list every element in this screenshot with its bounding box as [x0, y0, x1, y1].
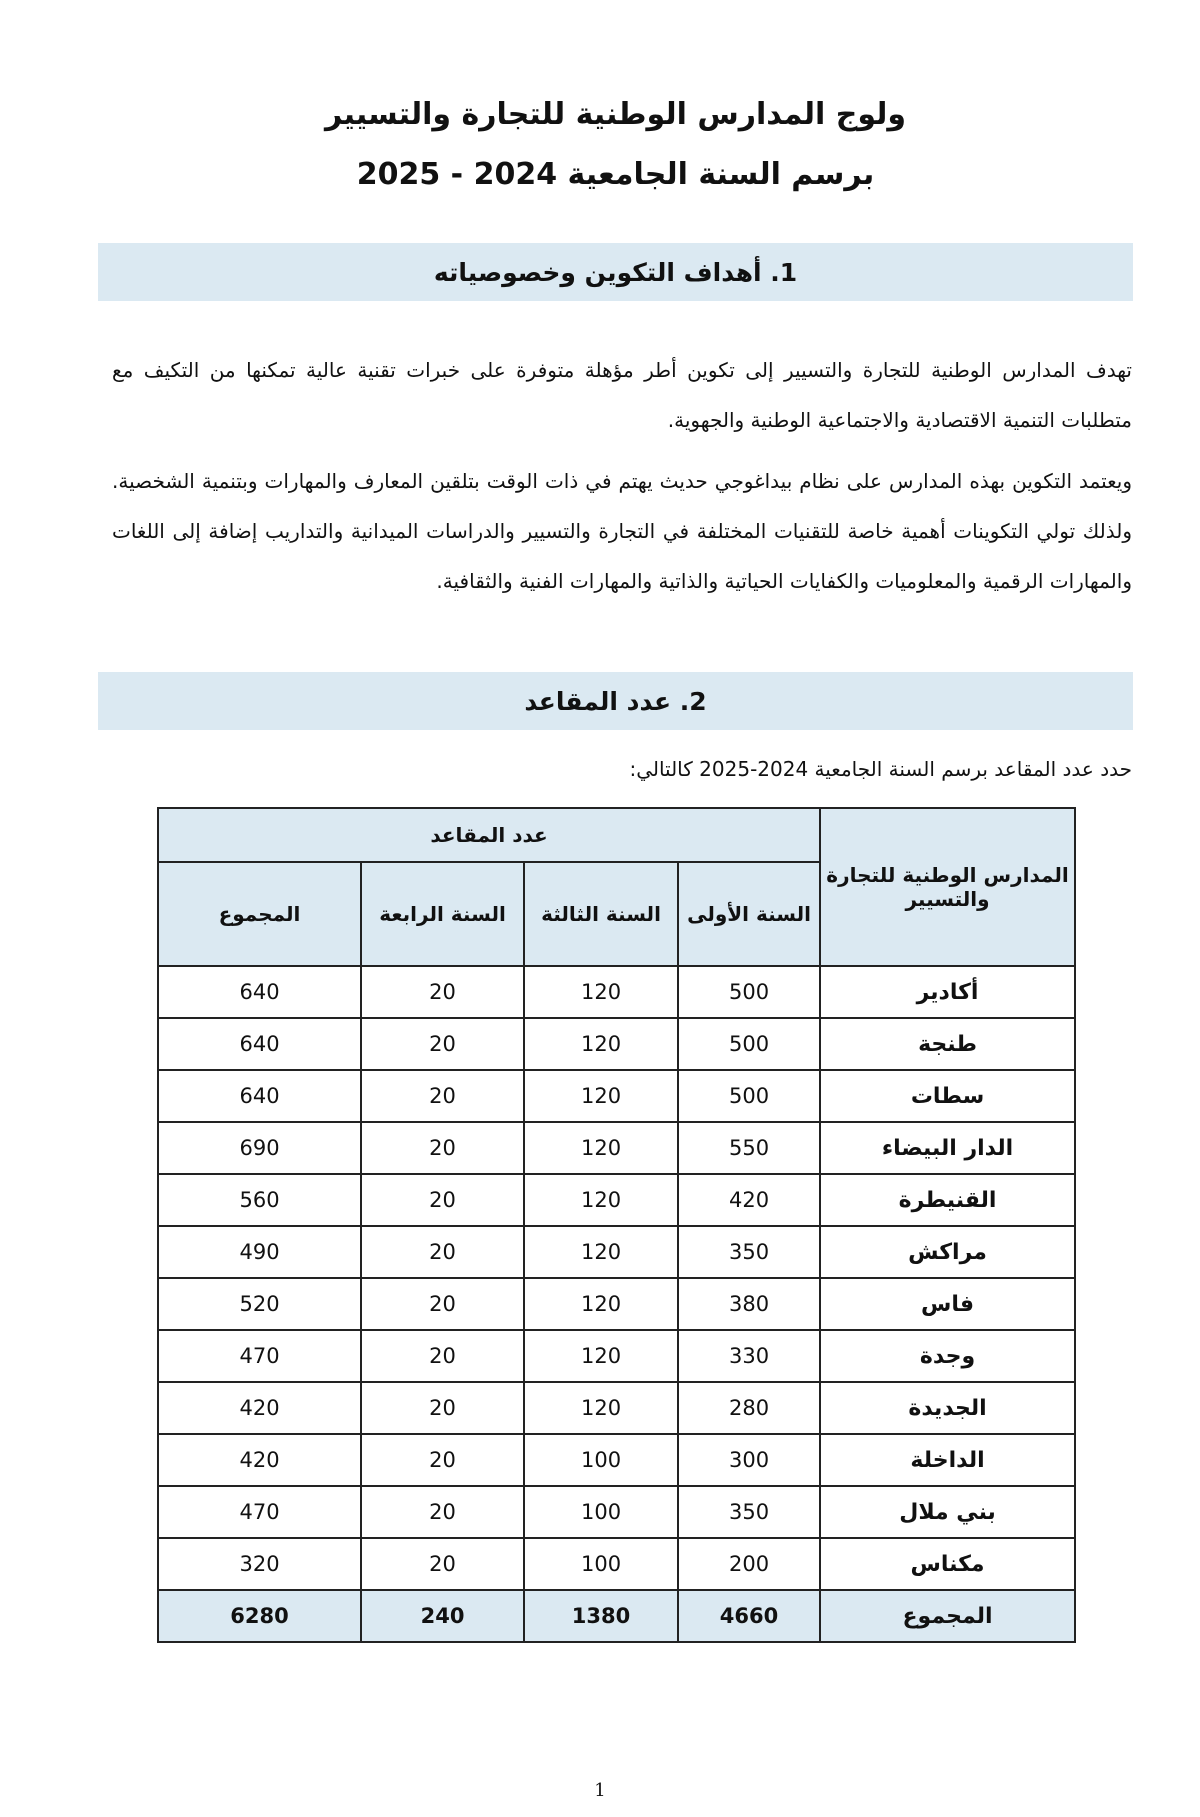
school-name: طنجة	[820, 1018, 1075, 1070]
grand-total-seats: 6280	[158, 1590, 361, 1642]
school-name: مكناس	[820, 1538, 1075, 1590]
total-seats: 640	[158, 966, 361, 1018]
table-row	[158, 1174, 1075, 1226]
table-row	[158, 1330, 1075, 1382]
year4-seats: 20	[361, 1330, 524, 1382]
year4-seats: 20	[361, 1278, 524, 1330]
year1-seats: 200	[678, 1538, 820, 1590]
school-name: الجديدة	[820, 1382, 1075, 1434]
page-subtitle: برسم السنة الجامعية 2024 - 2025	[356, 157, 875, 192]
section-heading-objectives	[98, 243, 1133, 301]
year4-seats: 20	[361, 1382, 524, 1434]
year3-seats: 120	[524, 1278, 678, 1330]
school-name: أكادير	[820, 966, 1075, 1018]
total-seats: 640	[158, 1070, 361, 1122]
table-row	[158, 1226, 1075, 1278]
total-seats: 470	[158, 1486, 361, 1538]
year3-seats: 120	[524, 1070, 678, 1122]
total-year3-seats: 1380	[524, 1590, 678, 1642]
year3-seats: 120	[524, 966, 678, 1018]
header-year3: السنة الثالثة	[524, 862, 678, 966]
table-row	[158, 1382, 1075, 1434]
total-seats: 420	[158, 1434, 361, 1486]
objectives-paragraph-1: تهدف المدارس الوطنية للتجارة والتسيير إلى تكوين أطر مؤهلة متوفرة على خبرات تقنية عالية تمكنها من التكيف مع متطلبات التنمية الاقتصادية والاجتماعية الوطنية والجهوية.	[112, 358, 1132, 432]
year3-seats: 100	[524, 1486, 678, 1538]
table-row	[158, 1070, 1075, 1122]
objectives-paragraph-2: ويعتمد التكوين بهذه المدارس على نظام بيداغوجي حديث يهتم في ذات الوقت بتلقين المعارف والمهارات وبتنمية الشخصية. ولذلك تولي التكوينات أهمية خاصة للتقنيات المختلفة في التجارة والتسيير والدراسات الميدانية والتداريب إضافة إلى اللغات والمهارات الرقمية والمعلوميات والكفايات الحياتية والذاتية والمهارات الفنية والثقافية.	[112, 469, 1132, 593]
school-name: بني ملال	[820, 1486, 1075, 1538]
year1-seats: 280	[678, 1382, 820, 1434]
year4-seats: 20	[361, 1122, 524, 1174]
year4-seats: 20	[361, 1018, 524, 1070]
year4-seats: 20	[361, 1486, 524, 1538]
year1-seats: 300	[678, 1434, 820, 1486]
year4-seats: 20	[361, 1070, 524, 1122]
page-number: 1	[594, 1780, 606, 1801]
total-seats: 520	[158, 1278, 361, 1330]
section-heading-seats-text: 2. عدد المقاعد	[524, 686, 707, 716]
total-seats: 470	[158, 1330, 361, 1382]
total-year4-seats: 240	[361, 1590, 524, 1642]
total-seats: 560	[158, 1174, 361, 1226]
table-row	[158, 1278, 1075, 1330]
year4-seats: 20	[361, 966, 524, 1018]
seats-intro-text: حدد عدد المقاعد برسم السنة الجامعية 2024-2025 كالتالي:	[629, 757, 1132, 781]
school-name: الداخلة	[820, 1434, 1075, 1486]
total-seats: 320	[158, 1538, 361, 1590]
table-total-row	[158, 1590, 1075, 1642]
year3-seats: 120	[524, 1330, 678, 1382]
section-heading-objectives-text: 1. أهداف التكوين وخصوصياته	[433, 257, 798, 287]
year3-seats: 120	[524, 1226, 678, 1278]
table-row	[158, 1434, 1075, 1486]
year3-seats: 120	[524, 1018, 678, 1070]
year3-seats: 100	[524, 1538, 678, 1590]
school-name: مراكش	[820, 1226, 1075, 1278]
seats-table	[157, 807, 1076, 1643]
year3-seats: 120	[524, 1122, 678, 1174]
year1-seats: 500	[678, 1070, 820, 1122]
year4-seats: 20	[361, 1538, 524, 1590]
header-seats: عدد المقاعد	[158, 808, 820, 862]
section-heading-seats	[98, 672, 1133, 730]
year4-seats: 20	[361, 1226, 524, 1278]
year1-seats: 500	[678, 966, 820, 1018]
year3-seats: 120	[524, 1174, 678, 1226]
total-year1-seats: 4660	[678, 1590, 820, 1642]
school-name: فاس	[820, 1278, 1075, 1330]
total-seats: 690	[158, 1122, 361, 1174]
header-year4: السنة الرابعة	[361, 862, 524, 966]
table-row	[158, 966, 1075, 1018]
page-title: ولوج المدارس الوطنية للتجارة والتسيير	[324, 97, 907, 132]
total-seats: 420	[158, 1382, 361, 1434]
school-name: وجدة	[820, 1330, 1075, 1382]
year1-seats: 350	[678, 1486, 820, 1538]
total-label: المجموع	[820, 1590, 1075, 1642]
year1-seats: 420	[678, 1174, 820, 1226]
total-seats: 640	[158, 1018, 361, 1070]
school-name: الدار البيضاء	[820, 1122, 1075, 1174]
header-school: المدارس الوطنية للتجارة والتسيير	[820, 808, 1075, 966]
header-total: المجموع	[158, 862, 361, 966]
table-row	[158, 1122, 1075, 1174]
header-year1: السنة الأولى	[678, 862, 820, 966]
school-name: القنيطرة	[820, 1174, 1075, 1226]
year1-seats: 500	[678, 1018, 820, 1070]
table-row	[158, 1018, 1075, 1070]
total-seats: 490	[158, 1226, 361, 1278]
year1-seats: 350	[678, 1226, 820, 1278]
year1-seats: 550	[678, 1122, 820, 1174]
school-name: سطات	[820, 1070, 1075, 1122]
year1-seats: 380	[678, 1278, 820, 1330]
year4-seats: 20	[361, 1174, 524, 1226]
table-row	[158, 1538, 1075, 1590]
year4-seats: 20	[361, 1434, 524, 1486]
table-row	[158, 1486, 1075, 1538]
year3-seats: 100	[524, 1434, 678, 1486]
year1-seats: 330	[678, 1330, 820, 1382]
year3-seats: 120	[524, 1382, 678, 1434]
